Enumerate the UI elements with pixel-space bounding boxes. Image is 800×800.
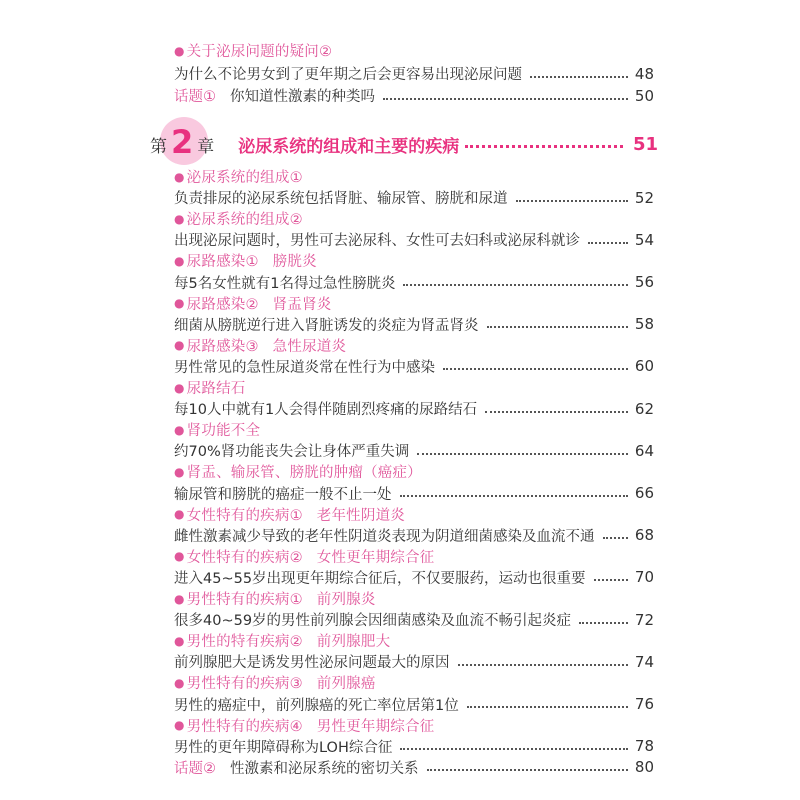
section-sublabel: 前列腺炎 (316, 592, 376, 608)
entry-title: 性激素和泌尿系统的密切关系 (230, 760, 419, 777)
toc-section-heading (174, 419, 654, 440)
toc-entry[interactable] (174, 398, 654, 419)
chapter-number: 2 (171, 123, 194, 161)
toc-entry[interactable] (174, 187, 654, 208)
toc-section-heading (174, 546, 654, 567)
entry-page-number: 80 (634, 758, 654, 777)
section-sublabel: 前列腺肥大 (316, 634, 391, 651)
section-label: 男性的特有疾病② (186, 634, 303, 651)
topic-label: 话题① (174, 89, 216, 105)
entry-page-number: 60 (634, 357, 654, 376)
toc-entry[interactable] (174, 272, 654, 293)
entry-page-number: 66 (634, 484, 654, 502)
toc-topic-entry[interactable] (174, 757, 654, 778)
bullet-icon: ● (174, 549, 185, 564)
toc-section-heading (174, 461, 654, 482)
entry-title: 进入45~55岁出现更年期综合征后，不仅要服药，运动也很重要 (174, 570, 586, 587)
entry-page-number: 58 (634, 315, 654, 334)
section-sublabel: 男性更年期综合征 (316, 718, 435, 735)
entry-page-number: 68 (634, 526, 654, 545)
toc-entry[interactable] (174, 229, 654, 250)
dot-leader (458, 664, 629, 666)
toc-entry[interactable] (174, 736, 654, 757)
section-label: 关于泌尿问题的疑问② (186, 44, 333, 60)
entry-page-number: 72 (634, 610, 654, 629)
chapter-dot-leader (465, 145, 623, 148)
bullet-icon: ● (174, 718, 185, 733)
toc-entry[interactable] (174, 694, 654, 715)
dot-leader (603, 537, 629, 539)
entry-page-number: 54 (634, 230, 654, 249)
toc-entry[interactable] (174, 440, 654, 461)
dot-leader (467, 706, 628, 708)
toc-section-heading (174, 208, 654, 229)
entry-page-number: 74 (634, 652, 654, 671)
section-sublabel: 前列腺癌 (316, 676, 376, 693)
bullet-icon: ● (174, 675, 185, 690)
section-label: 泌尿系统的组成② (186, 212, 303, 229)
dot-leader (383, 98, 628, 100)
entry-page-number: 78 (634, 737, 654, 756)
toc-section-heading (174, 40, 654, 61)
bullet-icon: ● (174, 464, 185, 479)
dot-leader (530, 76, 628, 78)
dot-leader (443, 368, 628, 370)
entry-page-number: 50 (634, 86, 654, 105)
toc-section-heading (174, 715, 654, 736)
section-label: 男性特有的疾病③ (186, 676, 303, 693)
chapter-title: 泌尿系统的组成和主要的疾病 (238, 136, 460, 157)
dot-leader (487, 326, 629, 328)
toc-section-heading (174, 293, 654, 314)
dot-leader (485, 411, 628, 413)
entry-page-number: 52 (634, 188, 654, 207)
entry-title: 每5名女性就有1名得过急性膀胱炎 (174, 275, 396, 292)
entry-page-number: 48 (634, 64, 654, 83)
toc-entry[interactable] (174, 525, 654, 546)
entry-title: 男性的癌症中，前列腺癌的死亡率位居第1位 (174, 697, 459, 714)
bullet-icon: ● (174, 296, 185, 311)
bullet-icon: ● (174, 253, 185, 268)
section-sublabel: 急性尿道炎 (272, 338, 347, 355)
section-label: 肾功能不全 (186, 423, 261, 440)
dot-leader (594, 579, 628, 581)
toc-entry[interactable] (174, 483, 654, 504)
entry-title: 负责排尿的泌尿系统包括肾脏、输尿管、膀胱和尿道 (174, 191, 508, 208)
entry-title: 约70%肾功能丧失会让身体严重失调 (174, 444, 410, 461)
entry-title: 细菌从膀胱逆行进入肾脏诱发的炎症为肾盂肾炎 (174, 317, 479, 334)
topic-label: 话题② (174, 760, 216, 777)
section-label: 泌尿系统的组成① (186, 170, 303, 186)
entry-title: 你知道性激素的种类吗 (230, 89, 375, 105)
entry-title: 雌性激素减少导致的老年性阴道炎表现为阴道细菌感染及血流不通 (174, 528, 595, 545)
dot-leader (400, 748, 628, 750)
section-label: 男性特有的疾病④ (186, 718, 303, 735)
section-label: 尿路感染① (186, 254, 259, 271)
entry-page-number: 62 (634, 399, 654, 418)
toc-section-heading (174, 588, 654, 609)
section-sublabel: 膀胱炎 (272, 254, 317, 271)
dot-leader (403, 284, 628, 286)
chapter-heading[interactable] (150, 124, 658, 164)
section-label: 尿路结石 (186, 381, 246, 397)
dot-leader (588, 242, 628, 244)
entry-title: 男性常见的急性尿道炎常在性行为中感染 (174, 359, 435, 376)
section-label: 女性特有的疾病① (186, 507, 303, 524)
toc-section-heading (174, 630, 654, 651)
chapter-suffix: 章 (197, 136, 215, 157)
section-label: 男性特有的疾病① (186, 592, 303, 608)
section-sublabel: 老年性阴道炎 (316, 507, 405, 524)
entry-title: 为什么不论男女到了更年期之后会更容易出现泌尿问题 (174, 67, 522, 83)
bullet-icon: ● (174, 507, 185, 522)
section-label: 女性特有的疾病② (186, 549, 303, 566)
section-label: 尿路感染③ (186, 338, 259, 355)
toc-entry[interactable] (174, 63, 654, 84)
toc-entry[interactable] (174, 651, 654, 672)
chapter-page-number: 51 (632, 133, 658, 155)
bullet-icon: ● (174, 380, 185, 395)
entry-page-number: 76 (634, 695, 654, 713)
toc-section-heading (174, 166, 654, 187)
entry-title: 出现泌尿问题时，男性可去泌尿科、女性可去妇科或泌尿科就诊 (174, 233, 580, 250)
bullet-icon: ● (174, 43, 185, 58)
toc-topic-entry[interactable] (174, 85, 654, 106)
entry-page-number: 56 (634, 273, 654, 291)
toc-section-heading (174, 672, 654, 693)
entry-title: 男性的更年期障碍称为LOH综合征 (174, 739, 393, 756)
entry-page-number: 70 (634, 568, 654, 587)
section-sublabel: 肾盂肾炎 (272, 296, 332, 313)
section-label: 尿路感染② (186, 296, 259, 313)
bullet-icon: ● (174, 422, 185, 437)
bullet-icon: ● (174, 591, 185, 606)
entry-title: 前列腺肥大是诱发男性泌尿问题最大的原因 (174, 655, 450, 672)
entry-page-number: 64 (634, 441, 654, 460)
toc-entry[interactable] (174, 567, 654, 588)
toc-entry[interactable] (174, 314, 654, 335)
entry-title: 很多40~59岁的男性前列腺会因细菌感染及血流不畅引起炎症 (174, 613, 572, 630)
toc-section-heading (174, 250, 654, 271)
chapter-prefix: 第 (150, 136, 167, 157)
toc-section-heading (174, 335, 654, 356)
dot-leader (427, 769, 629, 771)
toc-section-heading (174, 377, 654, 398)
bullet-icon: ● (174, 633, 185, 648)
bullet-icon: ● (174, 169, 185, 184)
dot-leader (400, 495, 629, 497)
bullet-icon: ● (174, 338, 185, 353)
dot-leader (579, 622, 628, 624)
toc-section-heading (174, 504, 654, 525)
entry-title: 每10人中就有1人会得伴随剧烈疼痛的尿路结石 (174, 402, 478, 419)
toc-entry[interactable] (174, 609, 654, 630)
section-sublabel: 女性更年期综合征 (316, 549, 435, 566)
bullet-icon: ● (174, 211, 185, 226)
dot-leader (417, 453, 628, 455)
toc-entry[interactable] (174, 356, 654, 377)
section-label: 肾盂、输尿管、膀胱的肿瘤（癌症） (186, 465, 422, 482)
dot-leader (516, 200, 629, 202)
entry-title: 输尿管和膀胱的癌症一般不止一处 (174, 486, 392, 503)
